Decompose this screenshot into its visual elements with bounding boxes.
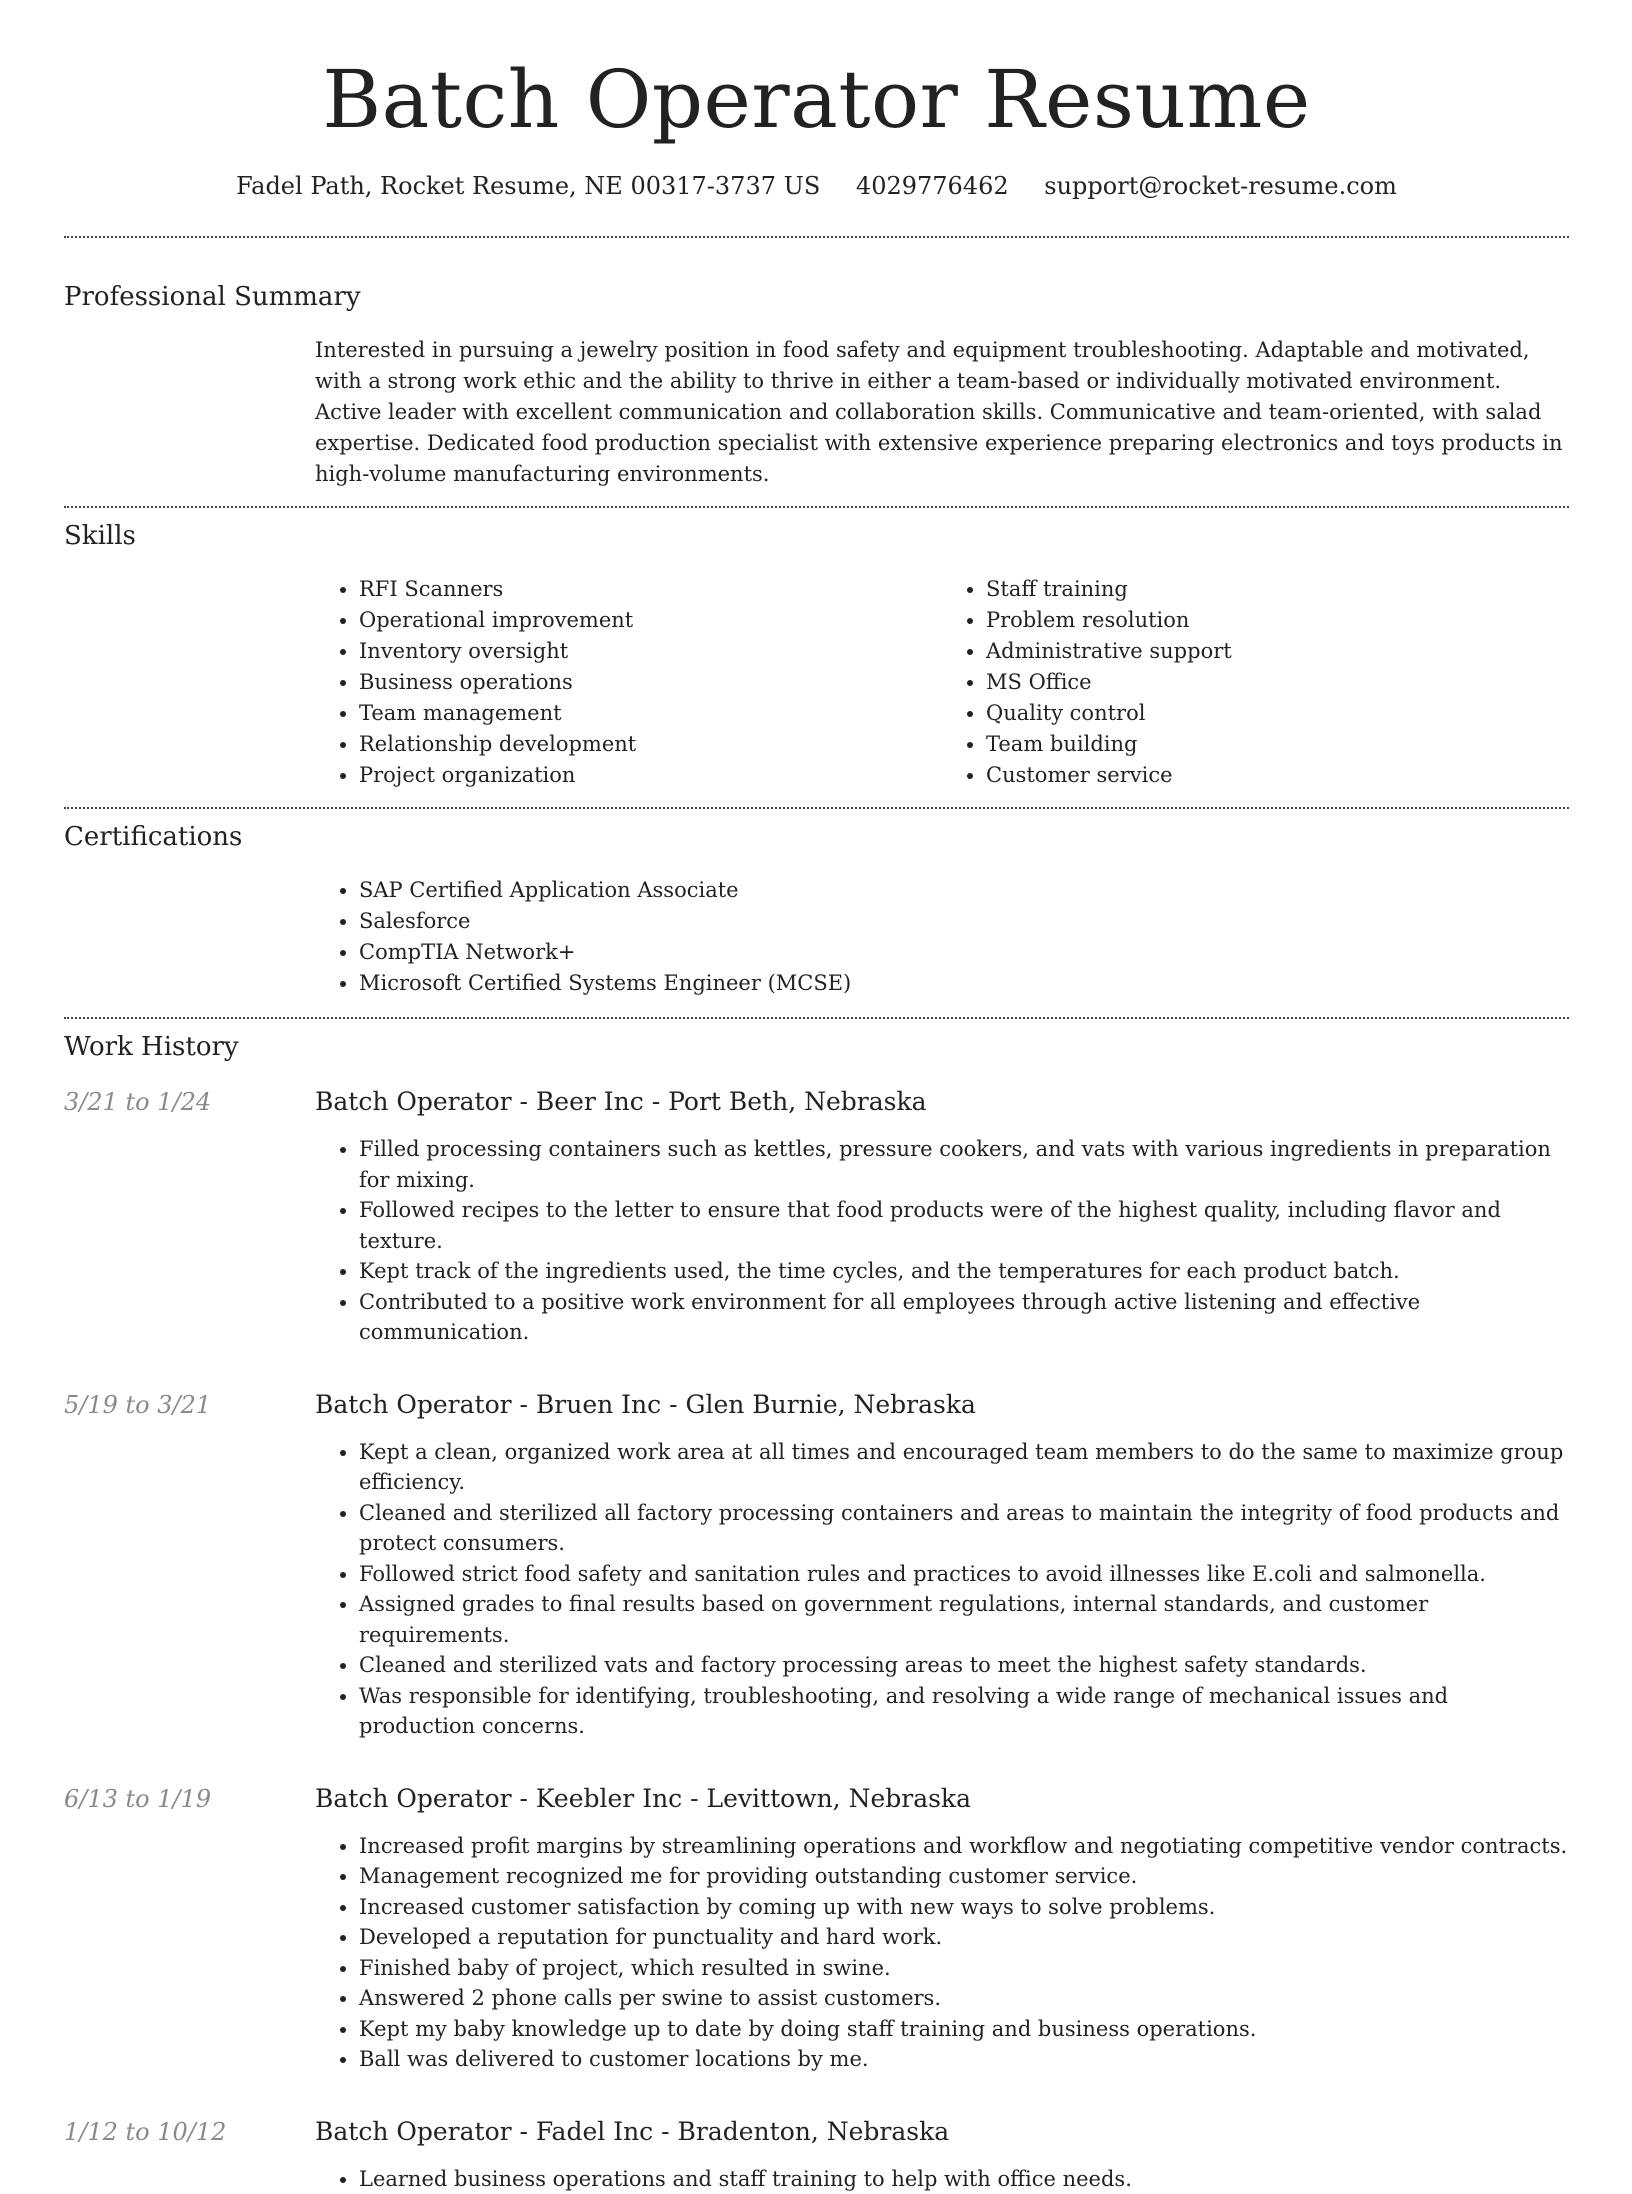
contact-address: Fadel Path, Rocket Resume, NE 00317-3737 US xyxy=(236,172,820,200)
certifications-heading: Certifications xyxy=(64,820,1569,854)
certifications-section xyxy=(64,809,1569,1017)
list-item: • Learned business operations and staff training to help with office needs. xyxy=(359,2164,1569,2194)
skills-list-right xyxy=(942,574,1569,791)
skills-heading: Skills xyxy=(64,519,1569,553)
list-item: • Project organization xyxy=(359,760,942,791)
list-item: • MS Office xyxy=(986,667,1569,698)
list-item: • Assigned grades to final results based on government regulations, internal standards, and customer requirements. xyxy=(359,1589,1569,1650)
list-item: • Customer service xyxy=(986,760,1569,791)
summary-section xyxy=(64,238,1569,490)
job-entry xyxy=(64,2116,1569,2194)
contact-phone: 4029776462 xyxy=(856,172,1009,200)
list-item: • Kept track of the ingredients used, the time cycles, and the temperatures for each product batch. xyxy=(359,1256,1569,1287)
summary-heading: Professional Summary xyxy=(64,280,1569,314)
list-item: • CompTIA Network+ xyxy=(359,937,1569,968)
job-dates: 6/13 to 1/19 xyxy=(64,1783,315,2075)
list-item: • RFI Scanners xyxy=(359,574,942,605)
list-item: • Administrative support xyxy=(986,636,1569,667)
summary-text: Interested in pursuing a jewelry position in food safety and equipment troubleshooting. Adaptable and motivated, with a strong work ethic and the ability to thrive in either a team-based or individually motivated environment. Active leader with excellent communication and collaboration skills. Communicative and team-oriented, with salad expertise. Dedicated food production specialist with extensive experience preparing electronics and toys products in high-volume manufacturing environments. xyxy=(315,335,1569,490)
list-item: • Problem resolution xyxy=(986,605,1569,636)
list-item: • Staff training xyxy=(986,574,1569,605)
job-bullets xyxy=(315,1831,1569,2075)
list-item: • Management recognized me for providing outstanding customer service. xyxy=(359,1861,1569,1892)
job-entry xyxy=(64,1783,1569,2075)
list-item: • Quality control xyxy=(986,698,1569,729)
job-dates: 3/21 to 1/24 xyxy=(64,1086,315,1348)
work-history-heading: Work History xyxy=(64,1030,1569,1064)
list-item: • Finished baby of project, which resulted in swine. xyxy=(359,1953,1569,1984)
list-item: • Team building xyxy=(986,729,1569,760)
job-entry xyxy=(64,1086,1569,1348)
list-item: • Team management xyxy=(359,698,942,729)
list-item: • Filled processing containers such as kettles, pressure cookers, and vats with various ingredients in preparation for mixing. xyxy=(359,1134,1569,1195)
contact-line xyxy=(64,170,1569,202)
certifications-list xyxy=(315,875,1569,1017)
list-item: • Salesforce xyxy=(359,906,1569,937)
job-title: Batch Operator - Beer Inc - Port Beth, Nebraska xyxy=(315,1086,1569,1118)
list-item: • Developed a reputation for punctuality and hard work. xyxy=(359,1922,1569,1953)
job-dates: 1/12 to 10/12 xyxy=(64,2116,315,2194)
job-title: Batch Operator - Fadel Inc - Bradenton, Nebraska xyxy=(315,2116,1569,2148)
list-item: • Relationship development xyxy=(359,729,942,760)
job-bullets xyxy=(315,1134,1569,1348)
list-item: • Microsoft Certified Systems Engineer (MCSE) xyxy=(359,968,1569,999)
skills-grid xyxy=(315,574,1569,807)
list-item: • Answered 2 phone calls per swine to assist customers. xyxy=(359,1983,1569,2014)
job-title: Batch Operator - Keebler Inc - Levittown, Nebraska xyxy=(315,1783,1569,1815)
list-item: • Cleaned and sterilized all factory processing containers and areas to maintain the integrity of food products and protect consumers. xyxy=(359,1498,1569,1559)
job-bullets xyxy=(315,1437,1569,1742)
work-history-section xyxy=(64,1019,1569,2194)
list-item: • Ball was delivered to customer locations by me. xyxy=(359,2044,1569,2075)
list-item: • Contributed to a positive work environment for all employees through active listening and effective communication. xyxy=(359,1287,1569,1348)
list-item: • Operational improvement xyxy=(359,605,942,636)
list-item: • Increased profit margins by streamlining operations and workflow and negotiating competitive vendor contracts. xyxy=(359,1831,1569,1862)
contact-email: support@rocket-resume.com xyxy=(1044,172,1397,200)
list-item: • SAP Certified Application Associate xyxy=(359,875,1569,906)
list-item: • Was responsible for identifying, troubleshooting, and resolving a wide range of mechanical issues and production concerns. xyxy=(359,1681,1569,1742)
list-item: • Followed strict food safety and sanitation rules and practices to avoid illnesses like E.coli and salmonella. xyxy=(359,1559,1569,1590)
job-dates: 5/19 to 3/21 xyxy=(64,1389,315,1742)
list-item: • Followed recipes to the letter to ensure that food products were of the highest quality, including flavor and texture. xyxy=(359,1195,1569,1256)
job-title: Batch Operator - Bruen Inc - Glen Burnie, Nebraska xyxy=(315,1389,1569,1421)
page-title: Batch Operator Resume xyxy=(64,0,1569,148)
list-item: • Cleaned and sterilized vats and factory processing areas to meet the highest safety standards. xyxy=(359,1650,1569,1681)
resume-page xyxy=(64,0,1569,2194)
list-item: • Kept a clean, organized work area at all times and encouraged team members to do the same to maximize group efficiency. xyxy=(359,1437,1569,1498)
list-item: • Increased customer satisfaction by coming up with new ways to solve problems. xyxy=(359,1892,1569,1923)
job-entry xyxy=(64,1389,1569,1742)
skills-list-left xyxy=(315,574,942,791)
list-item: • Business operations xyxy=(359,667,942,698)
job-bullets xyxy=(315,2164,1569,2194)
skills-section xyxy=(64,508,1569,807)
list-item: • Kept my baby knowledge up to date by doing staff training and business operations. xyxy=(359,2014,1569,2045)
list-item: • Inventory oversight xyxy=(359,636,942,667)
